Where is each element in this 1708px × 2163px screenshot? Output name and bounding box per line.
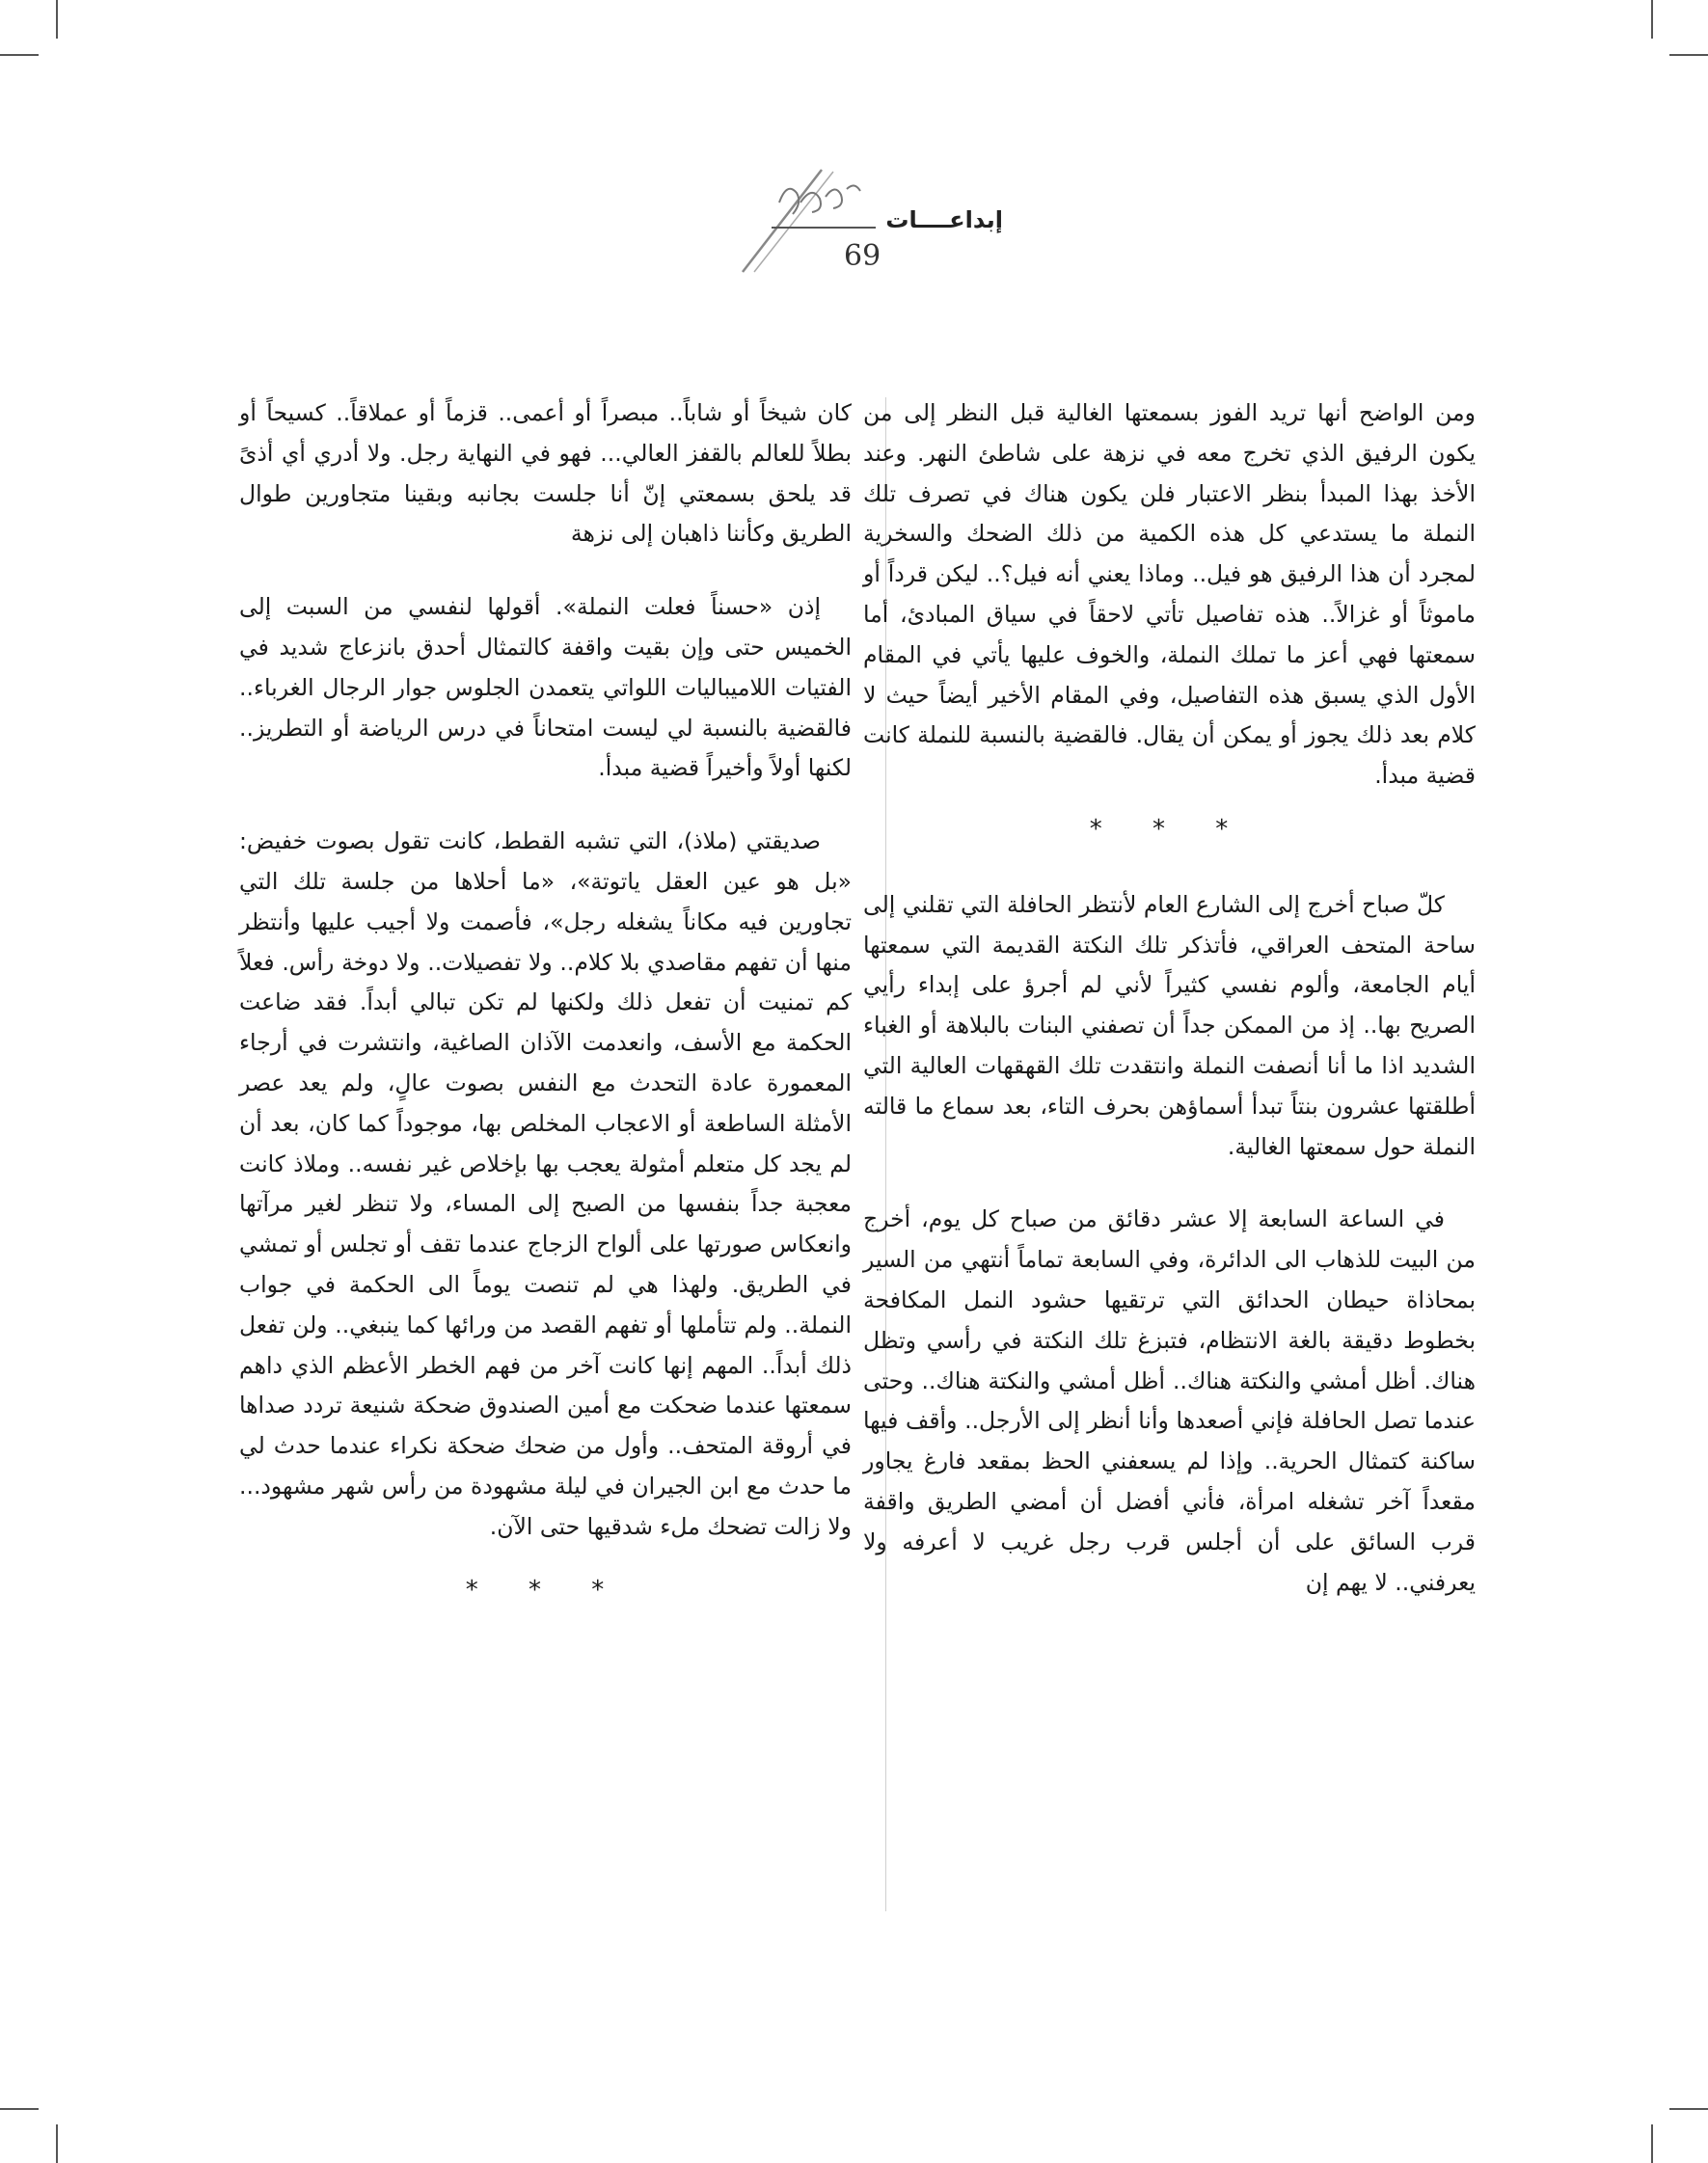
page-number: 69 [844,239,881,273]
page-header [704,164,1013,299]
crop-mark-bottom-right [1651,2124,1653,2163]
left-column [239,393,852,1645]
crop-mark-top-right-h [1669,54,1708,56]
crop-mark-bottom-left [56,2124,58,2163]
crop-mark-top-left [56,0,58,39]
crop-mark-top-right [1651,0,1653,39]
crop-mark-bottom-left-h [0,2108,39,2110]
paragraph: كان شيخاً أو شاباً.. مبصراً أو أعمى.. قزماً أو عملاقاً.. كسيحاً أو بطلاً للعالم بالقفز العالي... فهو في النهاية رجل. ولا أدري أي أذىً قد يلحق بسمعتي إنّ أنا جلست بجانبه وبقينا متجاورين طوال الطريق وكأننا ذاهبان إلى نزهة [239,399,852,548]
crop-mark-bottom-right-h [1669,2108,1708,2110]
paragraph: ومن الواضح أنها تريد الفوز بسمعتها الغالية قبل النظر إلى من يكون الرفيق الذي تخرج معه في نزهة على شاطئ النهر. وعند الأخذ بهذا المبدأ بنظر الاعتبار فلن يكون هناك في تصرف تلك النملة ما يستدعي كل هذه الكمية من ذلك الضحك والسخرية لمجرد أن هذا الرفيق هو فيل.. وماذا يعني أنه فيل؟.. ليكن قرداً أو ماموثاً أو غزالاً.. هذه تفاصيل تأتي لاحقاً في سياق المبادئ، أما سمعتها فهي أعز ما تملك النملة، والخوف عليها يأتي في المقام الأول الذي يسبق هذه التفاصيل، وفي المقام الأخير أيضاً حيث لا كلام بعد ذلك يجوز أو يمكن أن يقال. فالقضية بالنسبة للنملة كانت قضية مبدأ. [863,399,1476,790]
right-column [863,393,1476,1603]
section-separator: * * * [465,1575,626,1605]
paragraph: إذن «حسناً فعلت النملة». أقولها لنفسي من السبت إلى الخميس حتى وإن بقيت واقفة كالتمثال أحدق بانزعاج شديد في الفتيات اللاميباليات اللواتي يتعمدن الجلوس جوار الرجال الغرباء.. فالقضية بالنسبة لي ليست امتحاناً في درس الرياضة أو التطريز.. لكنها أولاً وأخيراً قضية مبدأ. [239,593,852,782]
paragraph: كلّ صباح أخرج إلى الشارع العام لأنتظر الحافلة التي تقلني إلى ساحة المتحف العراقي، فأتذكر تلك النكتة القديمة التي سمعتها أيام الجامعة، وألوم نفسي كثيراً لأني لم أجرؤ على إبداء رأيي الصريح بها.. إذ من الممكن جداً أن تصفني البنات بالبلاهة أو الغباء الشديد اذا ما أنا أنصفت النملة وانتقدت تلك القهقهات العالية التي أطلقتها عشرون بنتاً تبدأ أسماؤهن بحرف التاء، بعد سماع ما قالته النملة حول سمعتها الغالية. [863,890,1476,1160]
section-separator: * * * [1089,814,1250,844]
paragraph: في الساعة السابعة إلا عشر دقائق من صباح كل يوم، أخرج من البيت للذهاب الى الدائرة، وفي السابعة تماماً أنتهي من السير بمحاذاة حيطان الحدائق التي ترتقيها حشود النمل المكافحة بخطوط دقيقة بالغة الانتظام، فتبزغ تلك النكتة في رأسي وتظل هناك. أظل أمشي والنكتة هناك.. أظل أمشي والنكتة هناك.. وحتى عندما تصل الحافلة فإني أصعدها وأنا أنظر إلى الأرجل.. وأقف فيها ساكنة كتمثال الحرية.. وإذا لم يسعفني الحظ بمقعد فارغ يجاور مقعداً آخر تشغله امرأة، فأني أفضل أن أمضي الطريق واقفة قرب السائق على أن أجلس قرب رجل غريب لا أعرفه ولا يعرفني.. لا يهم إن [863,1205,1476,1596]
paragraph: صديقتي (ملاذ)، التي تشبه القطط، كانت تقول بصوت خفيض: «بل هو عين العقل ياتوتة»، «ما أحلاها من جلسة تلك التي تجاورين فيه مكاناً يشغله رجل»، فأصمت ولا أجيب عليها وأنتظر منها أن تفهم مقاصدي بلا كلام.. ولا تفصيلات.. ولا دوخة رأس. فعلاً كم تمنيت أن تفعل ذلك ولكنها لم تكن تبالي أبداً. فقد ضاعت الحكمة مع الأسف، وانعدمت الآذان الصاغية، وانتشرت في أرجاء المعمورة عادة التحدث مع النفس بصوت عالٍ، ولم يعد عصر الأمثلة الساطعة أو الاعجاب المخلص بها، موجوداً كما كان، بعد أن لم يجد كل متعلم أمثولة يعجب بها بإخلاص غير نفسه.. وملاذ كانت معجبة جداً بنفسها من الصبح إلى المساء، ولا تنظر لغير مرآتها وانعكاس صورتها على ألواح الزجاج عندما تقف أو تجلس أو تمشي في الطريق. ولهذا هي لم تنصت يوماً الى الحكمة في جواب النملة.. ولم تتأملها أو تفهم القصد من ورائها كما ينبغي.. ولن تفعل ذلك أبداً.. المهم إنها كانت آخر من فهم الخطر الأعظم الذي داهم سمعتها عندما ضحكت مع أمين الصندوق ضحكة شنيعة تردد صداها في أروقة المتحف.. وأول من ضحك ضحكة نكراء عندما حدث لي ما حدث مع ابن الجيران في ليلة مشهودة من رأس شهر مشهود... ولا زالت تضحك ملء شدقيها حتى الآن. [239,827,852,1540]
crop-mark-top-left-h [0,54,39,56]
section-label: إبداعــــات [885,206,1003,233]
